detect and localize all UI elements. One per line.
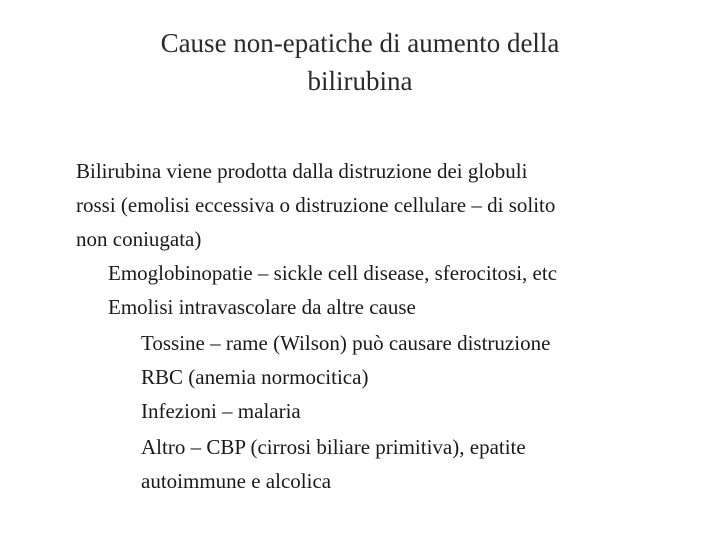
- bullet-infections: [141, 394, 301, 428]
- bullet-other-causes: [141, 430, 526, 498]
- bullet-line: Bilirubina viene prodotta dalla distruzione dei globuli: [76, 159, 528, 183]
- bullet-intravascular-hemolysis: [108, 290, 416, 324]
- bullet-line: Emolisi intravascolare da altre cause: [108, 295, 416, 319]
- bullet-toxins: [141, 326, 550, 394]
- bullet-line: Emoglobinopatie – sickle cell disease, sferocitosi, etc: [108, 261, 558, 285]
- slide-title-line: Cause non-epatiche di aumento della: [160, 28, 560, 58]
- bullet-line: rossi (emolisi eccessiva o distruzione cellulare – di solito: [76, 193, 556, 217]
- bullet-line: RBC (anemia normocitica): [141, 365, 369, 389]
- slide-title: [80, 24, 640, 100]
- bullet-line: Tossine – rame (Wilson) può causare distruzione: [141, 331, 551, 355]
- bullet-hemoglobinopathies: [108, 256, 557, 290]
- slide-title-line: bilirubina: [307, 66, 413, 96]
- bullet-line: non coniugata): [76, 227, 202, 251]
- bullet-line: Altro – CBP (cirrosi biliare primitiva), epatite: [141, 435, 526, 459]
- bullet-line: autoimmune e alcolica: [141, 469, 332, 493]
- bullet-bilirubin-production: [76, 154, 555, 256]
- bullet-line: Infezioni – malaria: [141, 399, 301, 423]
